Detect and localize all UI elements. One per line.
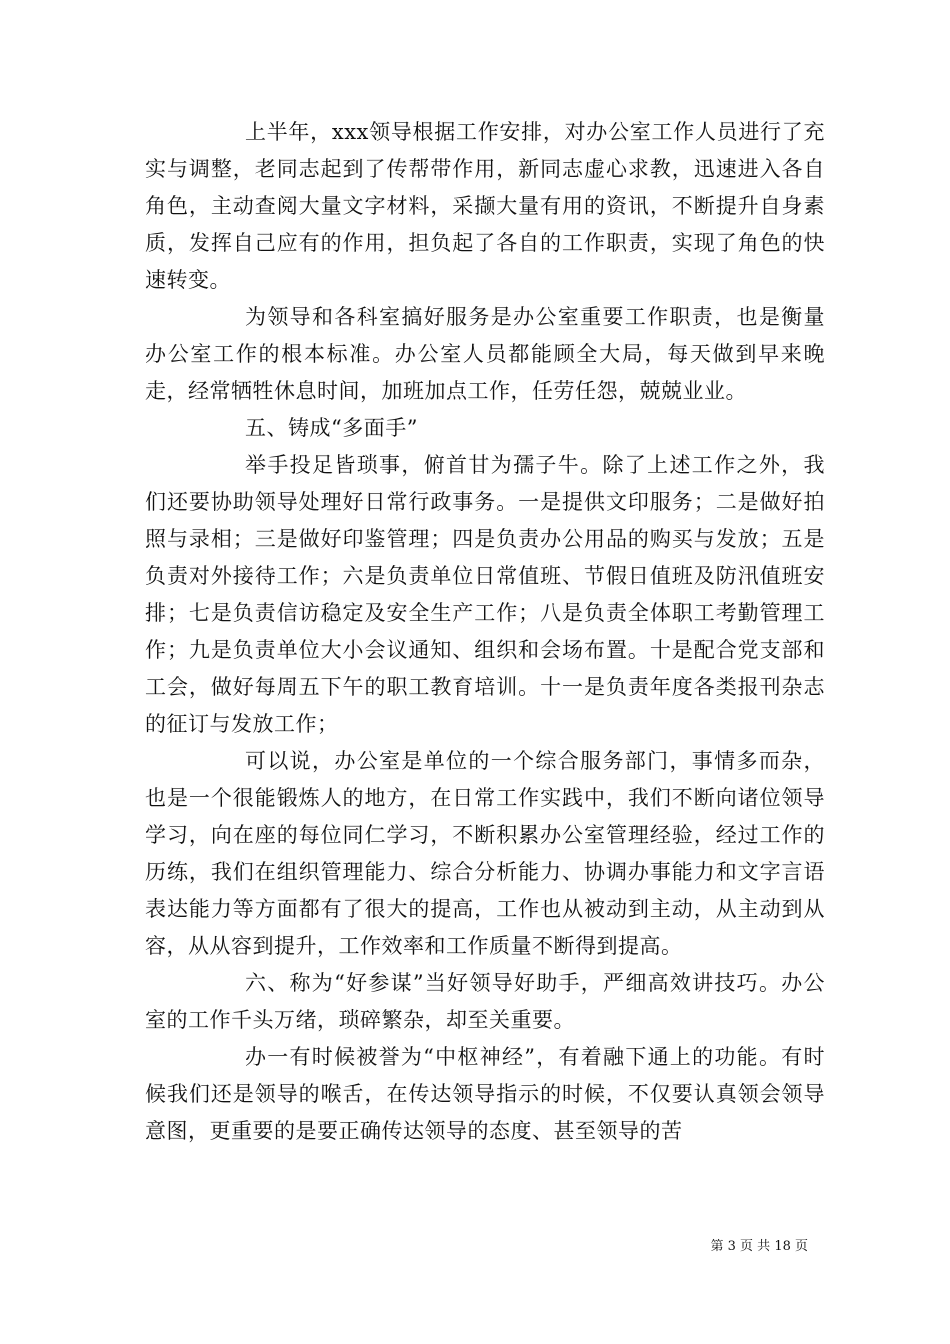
paragraph: 六、称为“好参谋”当好领导好助手，严细高效讲技巧。办公室的工作千头万绪，琐碎繁杂，却至关重要。 (145, 971, 825, 1032)
paragraph: 举手投足皆琐事，俯首甘为孺子牛。除了上述工作之外，我们还要协助领导处理好日常行政事务。一是提供文印服务；二是做好拍照与录相；三是做好印鉴管理；四是负责办公用品的购买与发放；五是负责对外接待工作；六是负责单位日常值班、节假日值班及防汛值班安排；七是负责信访稳定及安全生产工作；八是负责全体职工考勤管理工作；九是负责单位大小会议通知、组织和会场布置。十是配合党支部和工会，做好每周五下午的职工教育培训。十一是负责年度各类报刊杂志的征订与发放工作； (145, 453, 825, 736)
paragraph: 为领导和各科室搞好服务是办公室重要工作职责，也是衡量办公室工作的根本标准。办公室人员都能顾全大局，每天做到早来晚走，经常牺牲休息时间，加班加点工作，任劳任怨，兢兢业业。 (145, 305, 825, 403)
page-number: 第 3 页 共 18 页 (710, 1239, 808, 1254)
paragraph: 可以说，办公室是单位的一个综合服务部门，事情多而杂，也是一个很能锻炼人的地方，在日常工作实践中，我们不断向诸位领导学习，向在座的每位同仁学习，不断积累办公室管理经验，经过工作的历练，我们在组织管理能力、综合分析能力、协调办事能力和文字言语表达能力等方面都有了很大的提高，工作也从被动到主动，从主动到从容，从从容到提升，工作效率和工作质量不断得到提高。 (145, 749, 825, 958)
section-heading: 五、铸成“多面手” (245, 416, 418, 440)
document-body (145, 114, 825, 1150)
paragraph: 上半年，xxx领导根据工作安排，对办公室工作人员进行了充实与调整，老同志起到了传帮带作用，新同志虚心求教，迅速进入各自角色，主动查阅大量文字材料，采撷大量有用的资讯，不断提升自身素质，发挥自己应有的作用，担负起了各自的工作职责，实现了角色的快速转变。 (145, 120, 825, 292)
paragraph: 办一有时候被誉为“中枢神经”，有着融下通上的功能。有时候我们还是领导的喉舌，在传达领导指示的时候，不仅要认真领会领导意图，更重要的是要正确传达领导的态度、甚至领导的苦 (145, 1045, 825, 1143)
